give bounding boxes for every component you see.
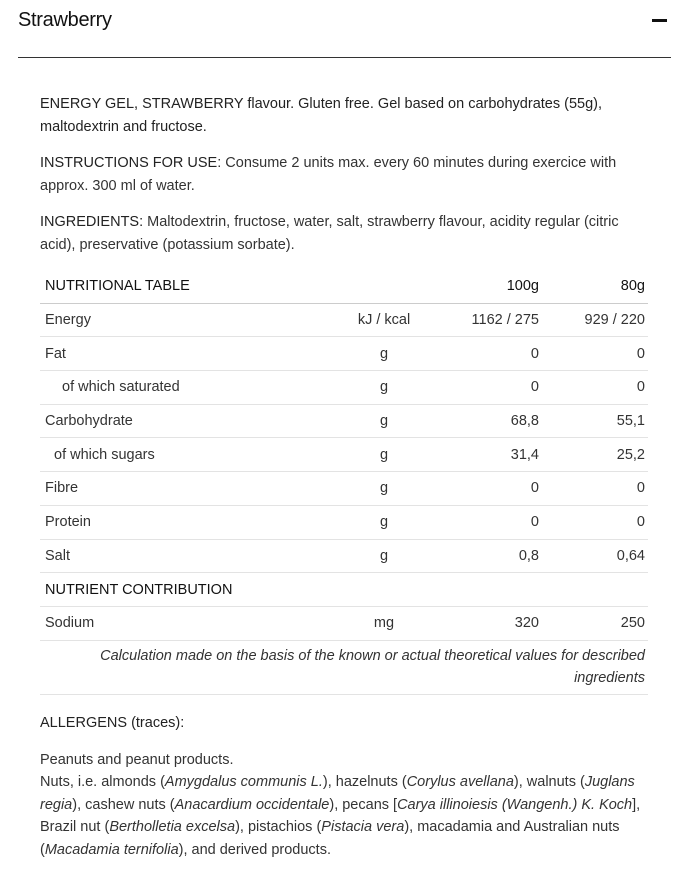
row-name: Fibre [40,472,339,506]
minus-icon [652,19,667,22]
nutrient-contribution-header [40,573,648,607]
nutrition-table [40,270,648,695]
column-header-100g: 100g [429,270,545,303]
table-row [40,404,648,438]
row-unit: g [339,371,429,405]
row-value-80g: 0 [545,505,648,539]
instructions-paragraph [40,152,647,198]
latin-name: Anacardium occidentale [174,796,330,813]
calculation-note-row [40,640,648,694]
row-name: Protein [40,505,339,539]
column-header-80g: 80g [545,270,648,303]
table-row [40,505,648,539]
row-value-80g: 55,1 [545,404,648,438]
row-unit: g [339,472,429,506]
row-value-100g: 0,8 [429,539,545,573]
latin-name: Juglans regia [40,774,635,813]
allergens-text: Peanuts and peanut products. Nuts, i.e. almonds (Amygdalus communis L.), hazelnuts (Corylus avellana), walnuts (Juglans regia), cashew nuts (Anacardium occidentale), pecans [Carya illinoiesis (Wangenh.) K. Koch], Brazil nut (Bertholletia excelsa), pistachios (Pistacia vera), macadamia and Australian nuts (Macadamia ternifolia), and derived products. [40,751,641,858]
row-value-80g: 0 [545,472,648,506]
row-unit: mg [339,606,429,640]
allergen-line-peanuts: Peanuts and peanut products. [40,751,234,768]
row-name: Sodium [40,606,339,640]
row-name: Carbohydrate [40,404,339,438]
row-unit: g [339,438,429,472]
ingredients-paragraph [40,211,647,257]
row-value-80g: 25,2 [545,438,648,472]
row-value-80g: 0 [545,337,648,371]
row-value-100g: 1162 / 275 [429,303,545,337]
nutrient-contribution-title: NUTRIENT CONTRIBUTION [40,573,648,607]
row-value-80g: 929 / 220 [545,303,648,337]
table-row [40,438,648,472]
table-row [40,606,648,640]
row-name: Salt [40,539,339,573]
latin-name: Amygdalus communis L. [164,774,323,791]
row-name: Fat [40,337,339,371]
latin-name: Macadamia ternifolia [44,841,179,858]
allergens-title: ALLERGENS (traces): [40,714,185,731]
accordion-header[interactable] [18,0,671,58]
accordion-title: Strawberry [18,9,112,31]
row-value-100g: 0 [429,371,545,405]
row-value-100g: 320 [429,606,545,640]
row-name: of which sugars [40,438,339,472]
row-value-100g: 31,4 [429,438,545,472]
latin-name: Pistacia vera [321,819,405,836]
nutrition-table-title: NUTRITIONAL TABLE [40,270,429,303]
row-name: Energy [40,303,339,337]
row-unit: g [339,404,429,438]
table-row [40,472,648,506]
row-unit: g [339,337,429,371]
row-unit: g [339,539,429,573]
collapse-button[interactable] [649,12,669,28]
ingredients-text: Maltodextrin, fructose, water, salt, strawberry flavour, acidity regular (citric acid), preservative (potassium sorbate). [40,214,619,253]
accordion-content [40,93,647,861]
row-value-100g: 68,8 [429,404,545,438]
ingredients-label: INGREDIENTS: [40,214,144,230]
row-value-100g: 0 [429,337,545,371]
calculation-note: Calculation made on the basis of the known or actual theoretical values for described ingredients [40,640,648,694]
instructions-label: INSTRUCTIONS FOR USE [40,155,218,171]
table-row [40,303,648,337]
row-value-80g: 0,64 [545,539,648,573]
latin-name: Corylus avellana [406,774,514,791]
latin-name: Bertholletia excelsa [109,819,236,836]
table-row [40,371,648,405]
row-value-100g: 0 [429,505,545,539]
nutrition-table-header [40,270,648,303]
table-row [40,539,648,573]
product-description: ENERGY GEL, STRAWBERRY flavour. Gluten free. Gel based on carbohydrates (55g), maltodextrin and fructose. [40,96,603,135]
table-row [40,337,648,371]
instructions-text: : Consume 2 units max. every 60 minutes during exercice with approx. 300 ml of water. [40,155,617,194]
row-unit: kJ / kcal [339,303,429,337]
latin-name: Carya illinoiesis (Wangenh.) K. Koch [397,796,633,813]
row-value-80g: 0 [545,371,648,405]
row-value-100g: 0 [429,472,545,506]
row-name: of which saturated [40,371,339,405]
row-unit: g [339,505,429,539]
row-value-80g: 250 [545,606,648,640]
